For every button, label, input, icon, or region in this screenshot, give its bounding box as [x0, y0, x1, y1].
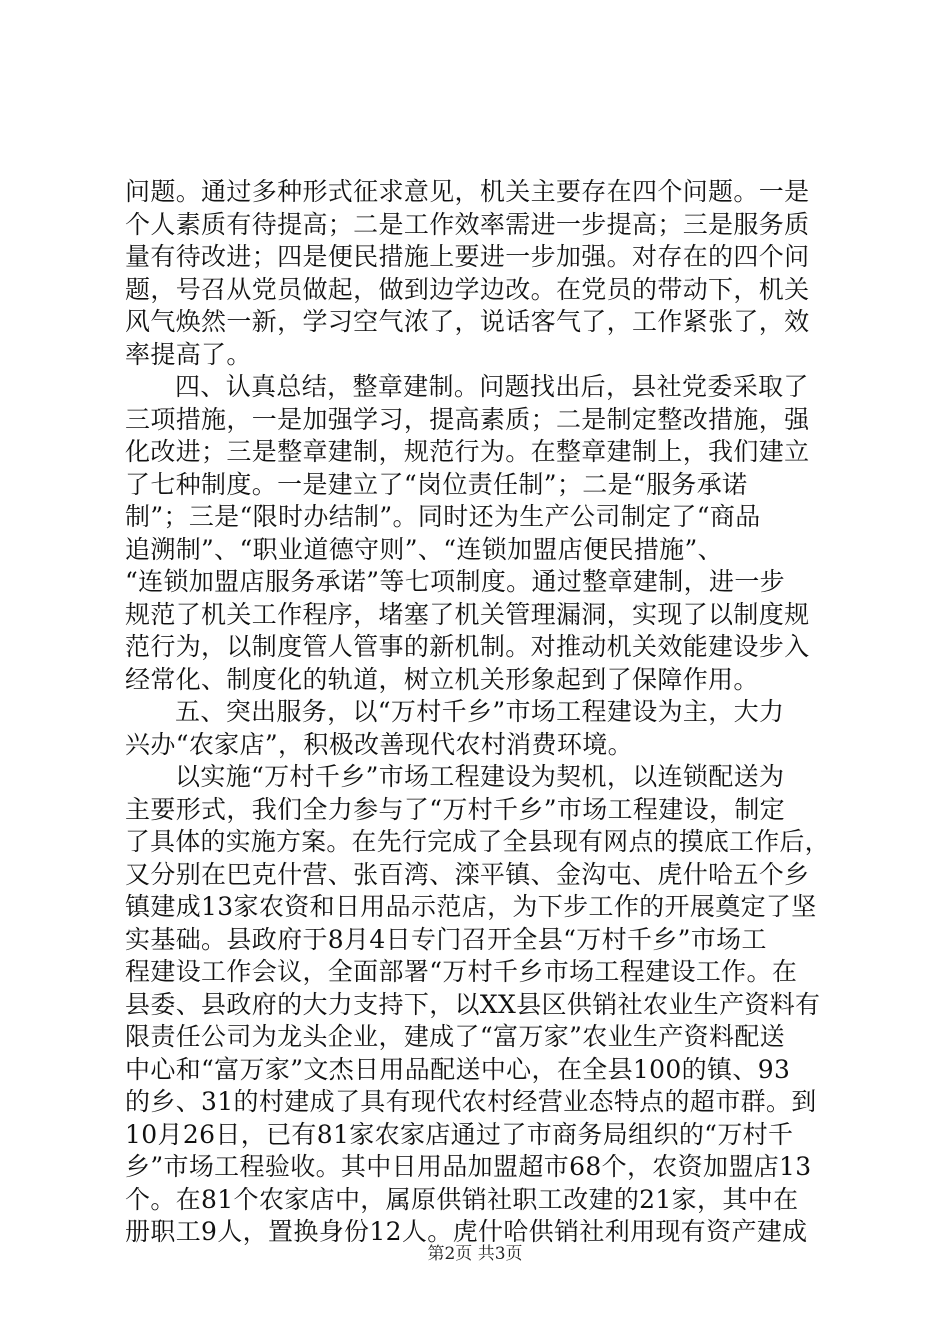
text-line: “连锁加盟店服务承诺”等七项制度。通过整章建制，进一步	[125, 567, 786, 596]
text-line: 又分别在巴克什营、张百湾、滦平镇、金沟屯、虎什哈五个乡	[125, 859, 810, 889]
text-line: 个人素质有待提高；二是工作效率需进一步提高；三是服务质	[125, 209, 810, 239]
text-line: 的乡、31的村建成了具有现代农村经营业态特点的超市群。到	[125, 1087, 817, 1116]
text-line: 县委、县政府的大力支持下，以XX县区供销社农业生产资料有	[125, 989, 821, 1019]
text-line: 范行为，以制度管人管事的新机制。对推动机关效能建设步入	[125, 632, 810, 661]
text-line: 题，号召从党员做起，做到边学边改。在党员的带动下，机关	[125, 274, 810, 304]
text-line: 实基础。县政府于8月4日专门召开全县“万村千乡”市场工	[125, 924, 767, 954]
document-body	[125, 176, 830, 1249]
text-line: 经常化、制度化的轨道，树立机关形象起到了保障作用。	[125, 664, 759, 694]
text-line: 主要形式，我们全力参与了“万村千乡”市场工程建设，制定	[125, 794, 786, 824]
text-line: 量有待改进；四是便民措施上要进一步加强。对存在的四个问	[125, 242, 810, 271]
text-line: 五、突出服务，以“万村千乡”市场工程建设为主，大力	[175, 697, 785, 726]
text-line: 程建设工作会议，全面部署“万村千乡市场工程建设工作。在	[125, 957, 798, 986]
text-line: 问题。通过多种形式征求意见，机关主要存在四个问题。一是	[125, 177, 810, 206]
text-line: 追溯制”、“职业道德守则”、“连锁加盟店便民措施”、	[125, 534, 724, 564]
text-line: 中心和“富万家”文杰日用品配送中心，在全县100的镇、93	[125, 1054, 791, 1084]
text-line: 乡”市场工程验收。其中日用品加盟超市68个，农资加盟店13	[125, 1152, 812, 1181]
text-line: 册职工9人，置换身份12人。虎什哈供销社利用现有资产建成	[125, 1217, 808, 1246]
text-line: 了具体的实施方案。在先行完成了全县现有网点的摸底工作后，	[125, 827, 830, 856]
text-line: 制”；三是“限时办结制”。同时还为生产公司制定了“商品	[125, 502, 761, 531]
text-line: 兴办“农家店”，积极改善现代农村消费环境。	[125, 729, 633, 759]
text-line: 四、认真总结，整章建制。问题找出后，县社党委采取了	[175, 372, 809, 401]
text-line: 限责任公司为龙头企业，建成了“富万家”农业生产资料配送	[125, 1022, 786, 1051]
text-line: 了七种制度。一是建立了“岗位责任制”；二是“服务承诺	[125, 469, 748, 499]
text-line: 化改进；三是整章建制，规范行为。在整章建制上，我们建立	[125, 437, 810, 466]
text-line: 率提高了。	[125, 339, 252, 369]
text-line: 10月26日，已有81家农家店通过了市商务局组织的“万村千	[125, 1119, 794, 1149]
text-line: 风气焕然一新，学习空气浓了，说话客气了，工作紧张了，效	[125, 307, 810, 336]
text-line: 以实施“万村千乡”市场工程建设为契机，以连锁配送为	[175, 762, 785, 791]
text-line: 个。在81个农家店中，属原供销社职工改建的21家，其中在	[125, 1184, 799, 1214]
text-line: 三项措施，一是加强学习，提高素质；二是制定整改措施，强	[125, 404, 810, 434]
text-line: 镇建成13家农资和日用品示范店，为下步工作的开展奠定了坚	[125, 892, 817, 921]
page-footer: 第2页 共3页	[427, 1244, 523, 1264]
text-line: 规范了机关工作程序，堵塞了机关管理漏洞，实现了以制度规	[125, 599, 810, 629]
